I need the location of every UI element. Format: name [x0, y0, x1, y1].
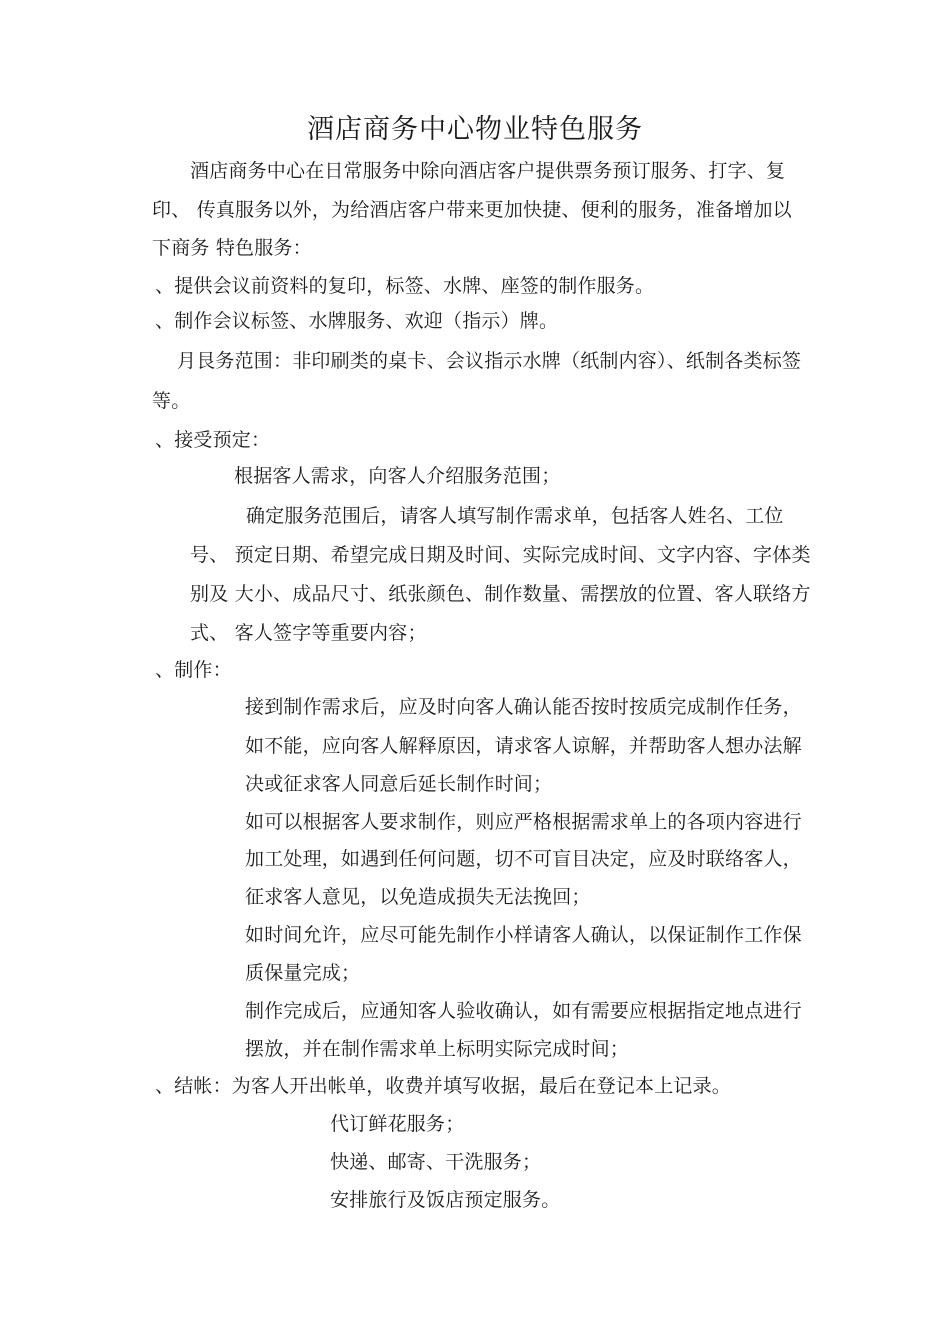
paragraph-line: 如时间允许，应尽可能先制作小样请客人确认，以保证制作工作保 — [245, 924, 802, 946]
list-item: 、提供会议前资料的复印，标签、水牌、座签的制作服务。 — [155, 275, 655, 297]
paragraph-line: 号、 预定日期、希望完成日期及时间、实际完成时间、文字内容、字体类 — [190, 544, 811, 566]
paragraph-line: 接到制作需求后，应及时向客人确认能否按时按质完成制作任务， — [245, 696, 802, 718]
paragraph-line: 式、 客人签字等重要内容； — [190, 622, 427, 644]
paragraph-line: 决或征求客人同意后延长制作时间； — [245, 773, 553, 795]
paragraph-line: 如可以根据客人要求制作，则应严格根据需求单上的各项内容进行 — [245, 811, 802, 833]
paragraph-line: 摆放，并在制作需求单上标明实际完成时间； — [245, 1038, 630, 1060]
paragraph-line: 加工处理，如遇到任何问题，切不可盲目决定，应及时联络客人， — [245, 848, 802, 870]
paragraph-line: 根据客人需求，向客人介绍服务范围； — [234, 465, 561, 487]
paragraph-line: 下商务 特色服务： — [152, 237, 312, 259]
paragraph-line: 确定服务范围后，请客人填写制作需求单，包括客人姓名、工位 — [246, 505, 784, 527]
paragraph-line: 如不能，应向客人解释原因，请求客人谅解，并帮助客人想办法解 — [245, 735, 802, 757]
list-item: 、制作会议标签、水牌服务、欢迎（指示）牌。 — [155, 310, 559, 332]
section-heading: 、接受预定： — [155, 429, 271, 451]
paragraph-line: 制作完成后，应通知客人验收确认，如有需要应根据指定地点进行 — [245, 1000, 802, 1022]
paragraph-line: 印、 传真服务以外，为给酒店客户带来更加快捷、便利的服务，准备增加以 — [152, 199, 792, 221]
paragraph-line: 等。 — [152, 390, 191, 412]
list-item: 代订鲜花服务； — [330, 1113, 465, 1135]
list-item: 安排旅行及饭店预定服务。 — [330, 1189, 561, 1211]
section-heading: 、制作： — [155, 659, 232, 681]
paragraph-line: 酒店商务中心在日常服务中除向酒店客户提供票务预订服务、打字、复 — [190, 160, 786, 182]
list-item: 快递、邮寄、干洗服务； — [330, 1151, 542, 1173]
section-heading: 、结帐：为客人开出帐单，收费并填写收据，最后在登记本上记录。 — [155, 1075, 732, 1097]
document-title: 酒店商务中心物业特色服务 — [307, 114, 643, 145]
paragraph-line: 征求客人意见，以免造成损失无法挽回； — [245, 886, 591, 908]
paragraph-line: 别及 大小、成品尺寸、纸张颜色、制作数量、需摆放的位置、客人联络方 — [190, 583, 811, 605]
paragraph-line: 月艮务范围：非印刷类的桌卡、会议指示水牌（纸制内容）、纸制各类标签 — [177, 350, 802, 372]
paragraph-line: 质保量完成； — [245, 962, 361, 984]
